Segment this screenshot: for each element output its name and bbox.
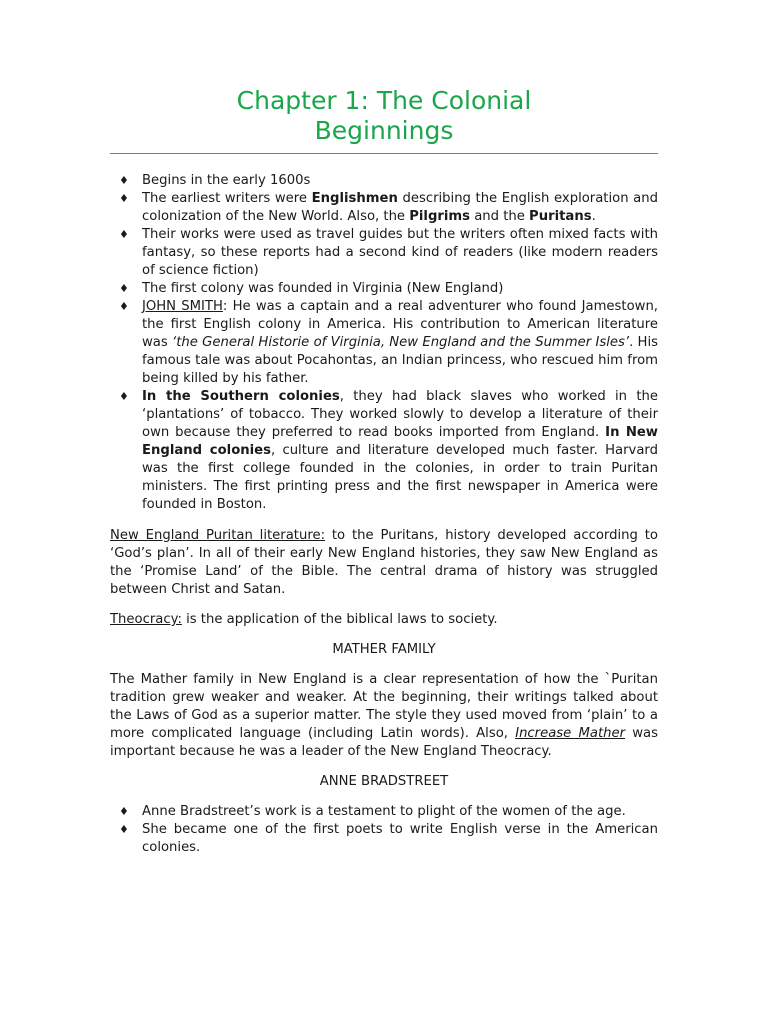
chapter-title-line-2: Beginnings [314,116,454,145]
title-divider [110,153,658,154]
bold-term: In New England colonies [142,425,658,458]
list-item [110,280,658,298]
bullet-text: The earliest writers were [142,191,312,206]
diamond-bullet-icon: ♦ [119,174,129,187]
bullet-text: She became one of the first poets to write English verse in the American colonies. [142,822,658,855]
spacer [110,599,658,611]
list-item [110,821,658,857]
bullet-text: describing the English exploration and colonization of the New World. Also, the [142,191,658,224]
spacer [110,791,658,803]
bradstreet-bullet-list [110,803,658,857]
list-item [110,803,658,821]
diamond-bullet-icon: ♦ [119,228,129,241]
diamond-bullet-icon: ♦ [119,390,129,403]
diamond-bullet-icon: ♦ [119,300,129,313]
list-item [110,226,658,280]
diamond-bullet-icon: ♦ [119,805,129,818]
bold-term: Englishmen [311,191,398,206]
bullet-text: Their works were used as travel guides but the writers often mixed facts with fantasy, so these reports had a second kind of readers (like modern readers of science fiction) [142,227,658,278]
mather-paragraph [110,671,658,761]
chapter-title [110,86,658,146]
spacer [110,514,658,527]
bullet-text: The first colony was founded in Virginia (New England) [142,281,504,296]
theocracy-paragraph [110,611,658,629]
bullet-text: Anne Bradstreet’s work is a testament to plight of the women of the age. [142,804,626,819]
bold-term: Pilgrims [409,209,471,224]
bullet-text: Begins in the early 1600s [142,173,311,188]
document-body [110,172,658,857]
paragraph-text: is the application of the biblical laws to society. [181,612,498,627]
diamond-bullet-icon: ♦ [119,192,129,205]
list-item [110,388,658,514]
chapter-title-line-1: Chapter 1: The Colonial [236,86,532,115]
bullet-text: and the [470,209,530,224]
work-title: ‘the General Historie of Virginia, New England and the Summer Isles’ [172,335,630,350]
main-bullet-list [110,172,658,514]
diamond-bullet-icon: ♦ [119,823,129,836]
bullet-text: , culture and literature developed much faster. Harvard was the first college founded in the colonies, in order to train Puritan ministers. The first printing press and the first newspaper in America were founded in Boston. [142,443,658,512]
bold-term: Puritans [529,209,592,224]
underlined-name: Increase Mather [515,726,626,741]
diamond-bullet-icon: ♦ [119,282,129,295]
spacer [110,761,658,773]
mather-heading: MATHER FAMILY [332,642,436,657]
bullet-text: , they had black slaves who worked in the ‘plantations’ of tobacco. They worked slowly to develop a literature of their own because they preferred to read books imported from England. [142,389,659,440]
paragraph-text: to the Puritans, history developed according to ‘God’s plan’. In all of their early New England histories, they saw New England as the ‘Promise Land’ of the Bible. The central drama of history was struggled between Christ and Satan. [110,528,658,597]
spacer [110,659,658,671]
bullet-text: . His famous tale was about Pocahontas, an Indian princess, who rescued him from being killed by his father. [142,335,658,386]
paragraph-text: The Mather family in New England is a clear representation of how the `Puritan tradition grew weaker and weaker. At the beginning, their writings talked about the Laws of God as a superior matter. The style they used moved from ‘plain’ to a more complicated language (including Latin words). Also, [110,672,658,741]
list-item [110,298,658,388]
puritan-literature-paragraph [110,527,658,599]
section-label: Theocracy: [110,612,182,627]
spacer [110,629,658,641]
bradstreet-heading: ANNE BRADSTREET [319,774,449,789]
paragraph-text: was important because he was a leader of the New England Theocracy. [110,726,658,759]
section-label: New England Puritan literature: [110,528,326,543]
bullet-text: : He was a captain and a real adventurer who found Jamestown, the first English colony in America. His contribution to American literature was [142,299,658,350]
list-item [110,190,658,226]
list-item [110,172,658,190]
bullet-text: . [591,209,596,224]
underlined-name: JOHN SMITH [142,299,223,314]
bold-term: In the Southern colonies [142,389,340,404]
